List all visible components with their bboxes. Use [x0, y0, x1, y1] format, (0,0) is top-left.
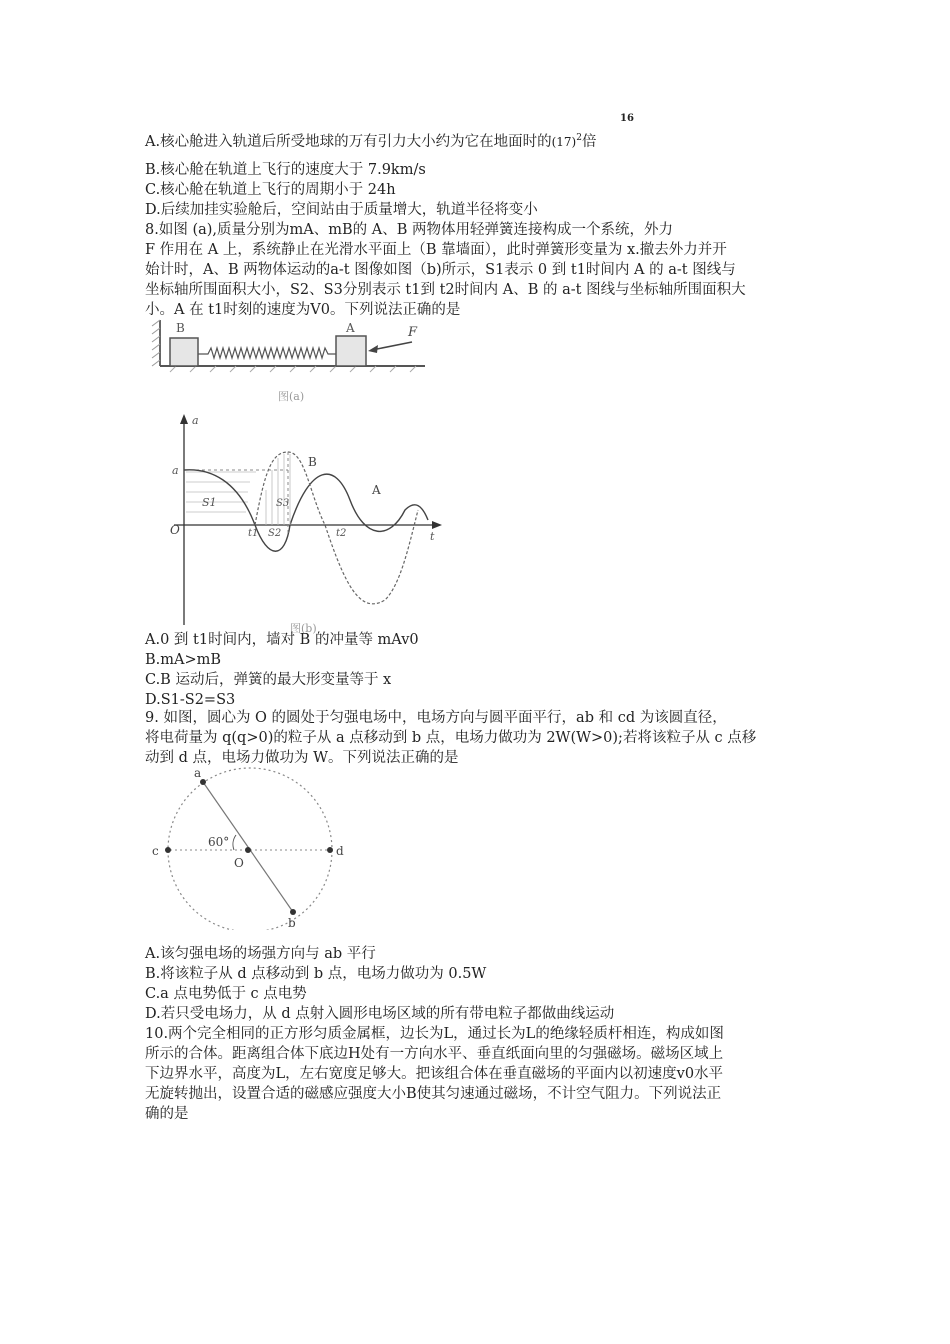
q7-option-a-numerator: 16 — [620, 113, 634, 124]
label-c: c — [152, 844, 159, 858]
q10-stem-line: 所示的合体。距离组合体下底边H处有一方向水平、垂直纸面向里的匀强磁场。磁场区域上 — [145, 1046, 724, 1062]
q8-stem-line: 8.如图 (a),质量分别为mA、mB的 A、B 两物体用轻弹簧连接构成一个系统，外力 — [145, 222, 673, 238]
q8-option-a: A.0 到 t1时间内，墙对 B 的冲量等 mAv0 — [145, 632, 419, 648]
q9-option-b: B.将该粒子从 d 点移动到 b 点，电场力做功为 0.5W — [145, 966, 487, 982]
label-f: F — [408, 325, 418, 340]
point-d — [327, 847, 333, 853]
t-axis-label: t — [430, 530, 435, 543]
angle-label: 60° — [208, 835, 230, 849]
figure-a — [150, 318, 440, 408]
q7-option-a-paren: (17) — [551, 134, 577, 149]
q9-stem-line: 动到 d 点，电场力做功为 W。下列说法正确的是 — [145, 750, 459, 766]
a0-label: a — [172, 464, 179, 477]
q9-option-d: D.若只受电场力，从 d 点射入圆形电场区域的所有带电粒子都做曲线运动 — [145, 1006, 615, 1022]
q9-option-a: A.该匀强电场的场强方向与 ab 平行 — [145, 946, 376, 962]
q8-option-c: C.B 运动后，弹簧的最大形变量等于 x — [145, 672, 392, 688]
q9-stem-line: 将电荷量为 q(q>0)的粒子从 a 点移动到 b 点，电场力做功为 2W(W>0);若将该粒子从 c 点移 — [145, 730, 757, 746]
block-a — [336, 336, 366, 366]
origin-label: O — [170, 523, 180, 537]
q8-option-d: D.S1-S2=S3 — [145, 692, 236, 708]
q8-stem-line: 坐标轴所围面积大小，S2、S3分别表示 t1到 t2时间内 A、B 的 a-t 图线与坐标轴所围面积大 — [145, 282, 746, 298]
q7-option-a-tail: 倍 — [581, 133, 597, 150]
q7-option-a-text: A.核心舱进入轨道后所受地球的万有引力大小约为它在地面时的 — [145, 133, 552, 150]
q10-stem-line: 下边界水平，高度为L，左右宽度足够大。把该组合体在垂直磁场的平面内以初速度v0水平 — [145, 1066, 724, 1082]
label-d: d — [336, 844, 344, 858]
q9-stem-line: 9. 如图，圆心为 O 的圆处于匀强电场中，电场方向与圆平面平行，ab 和 cd 为该圆直径， — [145, 710, 727, 726]
point-b — [290, 909, 296, 915]
curve-a-label: A — [372, 483, 381, 497]
q8-option-b: B.mA>mB — [145, 652, 222, 668]
q8-stem-line: 始计时，A、B 两物体运动的a-t 图像如图（b)所示，S1表示 0 到 t1时间内 A 的 a-t 图线与 — [145, 262, 736, 278]
label-b: B — [176, 321, 185, 335]
q7-option-d: D.后续加挂实验舱后，空间站由于质量增大，轨道半径将变小 — [145, 202, 538, 218]
t2-label: t2 — [336, 528, 347, 539]
q7-option-c: C.核心舱在轨道上飞行的周期小于 24h — [145, 182, 396, 198]
block-b — [170, 338, 198, 366]
point-c — [165, 847, 171, 853]
force-arrow-icon — [368, 345, 378, 353]
a-axis-label: a — [192, 414, 199, 427]
label-a: a — [194, 766, 202, 780]
q8-stem-line: 小。A 在 t1时刻的速度为V0。下列说法正确的是 — [145, 302, 461, 318]
s1-label: S1 — [202, 496, 217, 509]
q7-option-b: B.核心舱在轨道上飞行的速度大于 7.9km/s — [145, 162, 426, 178]
a-axis-arrow-icon — [180, 414, 188, 424]
t-axis-arrow-icon — [432, 521, 442, 529]
figure-a-caption: 图(a) — [278, 390, 305, 403]
figure-b-caption: 图(b) — [290, 622, 317, 635]
q10-stem-line: 10.两个完全相同的正方形匀质金属框，边长为L，通过长为L的绝缘轻质杆相连，构成如图 — [145, 1026, 724, 1042]
q7-option-a — [145, 128, 596, 152]
t1-label: t1 — [248, 528, 259, 539]
q10-stem-line: 确的是 — [145, 1106, 189, 1122]
label-o: O — [234, 856, 244, 870]
q10-stem-line: 无旋转抛出，设置合适的磁感应强度大小B使其匀速通过磁场，不计空气阻力。下列说法正 — [145, 1086, 722, 1102]
point-o — [245, 847, 251, 853]
s2-label: S2 — [268, 528, 282, 539]
figure-circle — [150, 765, 360, 930]
label-b: b — [288, 916, 296, 930]
s3-label: S3 — [276, 498, 290, 509]
q8-stem-line: F 作用在 A 上，系统静止在光滑水平面上（B 靠墙面），此时弹簧形变量为 x.撤去外力并开 — [145, 242, 727, 258]
curve-b-label: B — [308, 455, 317, 469]
q7-option-a-exp: 2 — [576, 133, 582, 143]
figure-b — [160, 410, 450, 635]
spring — [198, 348, 336, 358]
q9-option-c: C.a 点电势低于 c 点电势 — [145, 986, 307, 1002]
label-a: A — [346, 321, 355, 335]
